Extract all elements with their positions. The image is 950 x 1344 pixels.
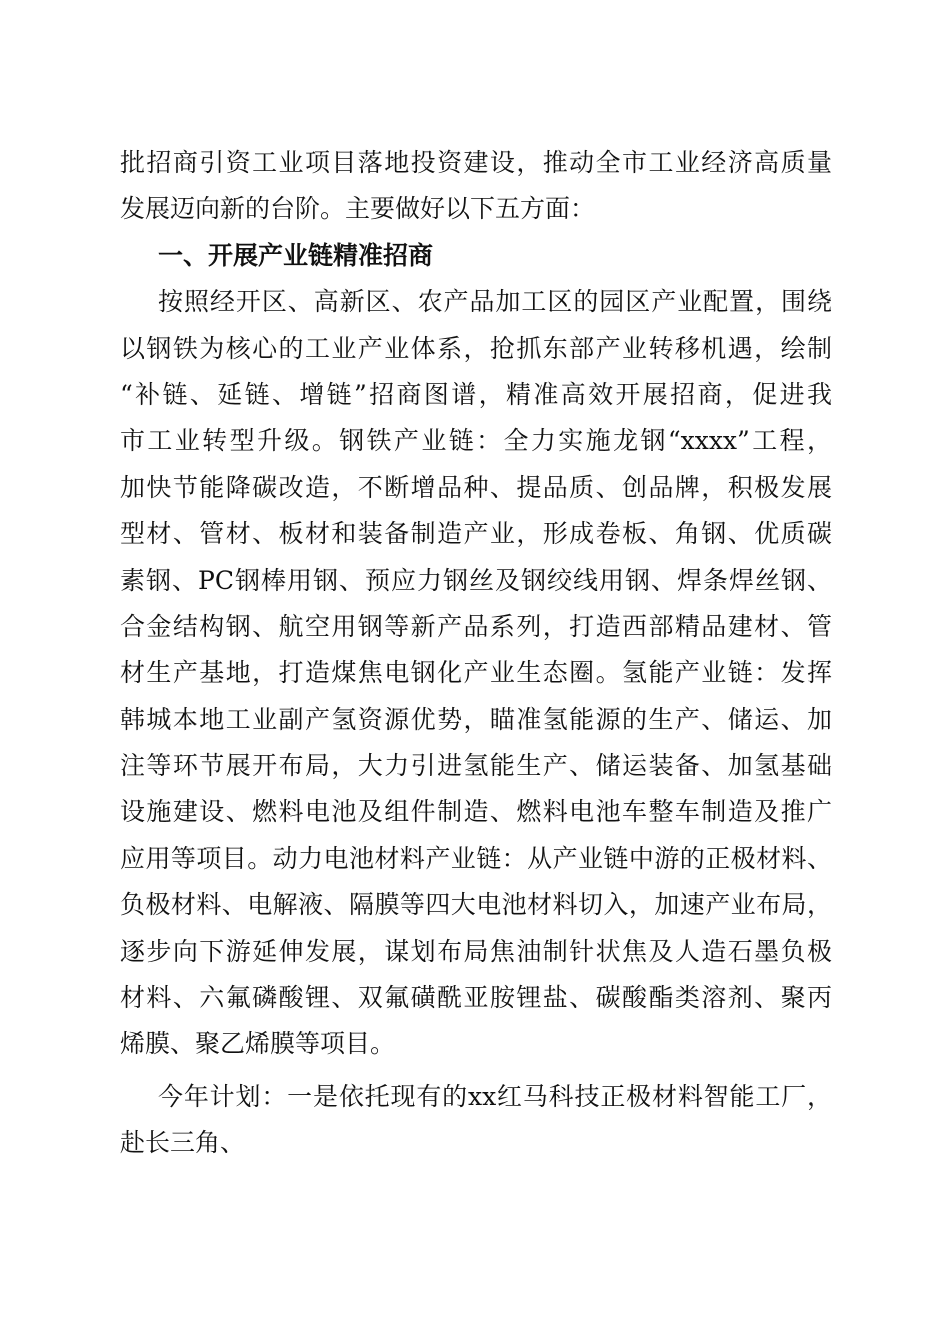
text-line: 市工业转型升级。钢铁产业链：全力实施龙钢“xxxx”工程，	[120, 426, 832, 456]
section-heading: 一、开展产业链精准招商	[158, 240, 434, 270]
text-line: 赴长三角、	[120, 1128, 246, 1158]
text-line: 设施建设、燃料电池及组件制造、燃料电池车整车制造及推广	[120, 797, 832, 827]
paragraph-first-line: 按照经开区、高新区、农产品加工区的园区产业配置，围绕	[158, 287, 832, 317]
text-line: 负极材料、电解液、隔膜等四大电池材料切入，加速产业布局，	[120, 890, 832, 920]
text-line: 注等环节展开布局，大力引进氢能生产、储运装备、加氢基础	[120, 751, 832, 781]
text-line: 合金结构钢、航空用钢等新产品系列，打造西部精品建材、管	[120, 611, 832, 641]
text-line: “补链、延链、增链”招商图谱，精准高效开展招商，促进我	[120, 379, 832, 409]
text-line: 材生产基地，打造煤焦电钢化产业生态圈。氢能产业链：发挥	[120, 658, 832, 688]
text-line: 素钢、PC钢棒用钢、预应力钢丝及钢绞线用钢、焊条焊丝钢、	[120, 565, 832, 595]
text-line: 韩城本地工业副产氢资源优势，瞄准氢能源的生产、储运、加	[120, 704, 832, 734]
text-line: 逐步向下游延伸发展，谋划布局焦油制针状焦及人造石墨负极	[120, 936, 832, 966]
text-line: 应用等项目。动力电池材料产业链：从产业链中游的正极材料、	[120, 843, 832, 873]
text-line: 加快节能降碳改造，不断增品种、提品质、创品牌，积极发展	[120, 472, 832, 502]
text-line: 型材、管材、板材和装备制造产业，形成卷板、角钢、优质碳	[120, 519, 832, 549]
text-line: 批招商引资工业项目落地投资建设，推动全市工业经济高质量	[120, 148, 832, 177]
text-line: 以钢铁为核心的工业产业体系，抢抓东部产业转移机遇，绘制	[120, 333, 832, 363]
text-line: 烯膜、聚乙烯膜等项目。	[120, 1029, 396, 1059]
document-body	[120, 140, 832, 1167]
paragraph-first-line: 今年计划：一是依托现有的xx红马科技正极材料智能工厂，	[158, 1081, 832, 1111]
text-line: 发展迈向新的台阶。主要做好以下五方面：	[120, 194, 596, 224]
text-line: 材料、六氟磷酸锂、双氟磺酰亚胺锂盐、碳酸酯类溶剂、聚丙	[120, 983, 832, 1013]
